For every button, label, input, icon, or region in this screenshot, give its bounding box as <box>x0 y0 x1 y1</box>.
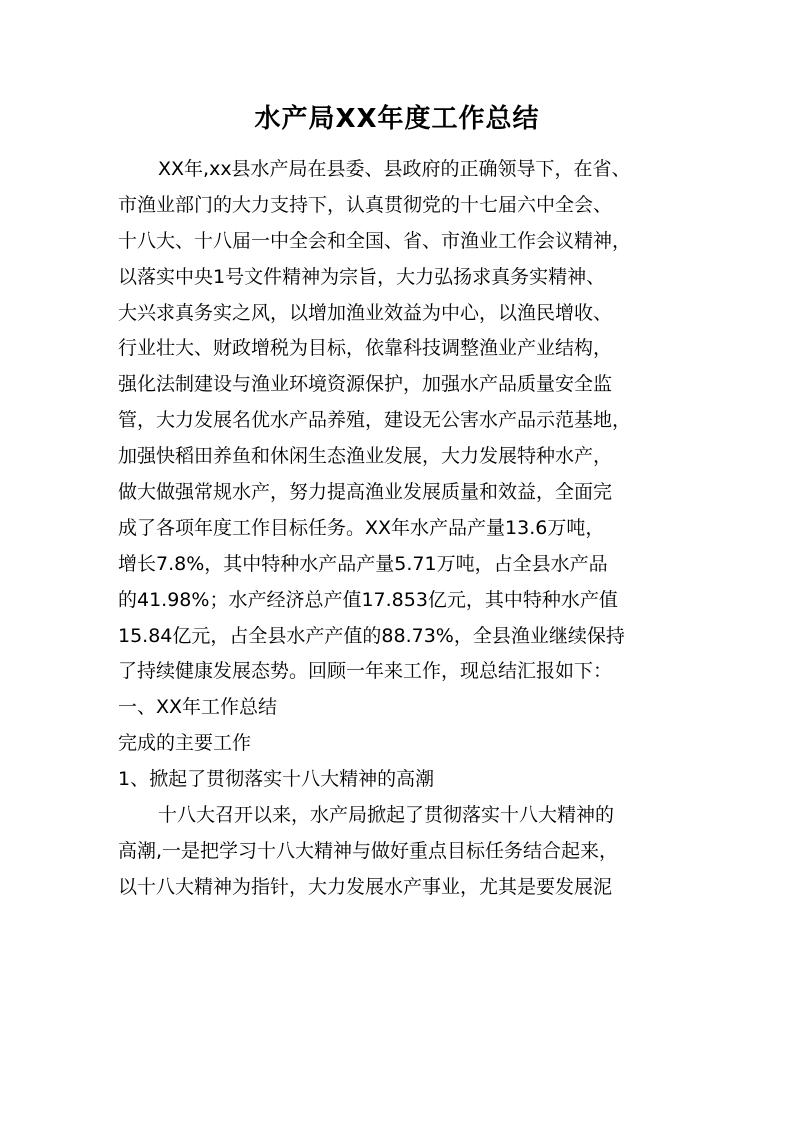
document-title: 水产局XX年度工作总结 <box>254 104 540 134</box>
paragraph-line: XX年,xx县水产局在县委、县政府的正确领导下，在省、 <box>158 158 631 180</box>
paragraph-line: 市渔业部门的大力支持下，认真贯彻党的十七届六中全会、 <box>118 193 613 216</box>
paragraph-line: 十八大、十八届一中全会和全国、省、市渔业工作会议精神， <box>118 229 632 252</box>
paragraph-line: 高潮,一是把学习十八大精神与做好重点目标任务结合起来， <box>118 839 619 862</box>
paragraph-line: 增长7.8%，其中特种水产品产量5.71万吨，占全县水产品 <box>118 552 608 575</box>
item-heading: 1、掀起了贯彻落实十八大精神的高潮 <box>118 768 435 791</box>
paragraph-line: 十八大召开以来，水产局掀起了贯彻落实十八大精神的 <box>158 804 615 827</box>
paragraph-line: 行业壮大、财政增税为目标，依靠科技调整渔业产业结构， <box>118 337 613 360</box>
paragraph-line: 15.84亿元，占全县水产产值的88.73%，全县渔业继续保持 <box>118 624 625 647</box>
paragraph-line: 强化法制建设与渔业环境资源保护，加强水产品质量安全监 <box>118 373 613 396</box>
paragraph-line: 管，大力发展名优水产品养殖，建设无公害水产品示范基地， <box>118 409 632 432</box>
document-body <box>118 152 688 906</box>
paragraph-line: 做大做强常规水产，努力提高渔业发展质量和效益，全面完 <box>118 481 613 504</box>
paragraph-line: 的41.98%；水产经济总产值17.853亿元，其中特种水产值 <box>118 588 618 611</box>
paragraph-line: 加强快稻田养鱼和休闲生态渔业发展，大力发展特种水产， <box>118 445 613 468</box>
paragraph-line: 以十八大精神为指针，大力发展水产事业，尤其是要发展泥 <box>118 875 613 898</box>
paragraph-line: 成了各项年度工作目标任务。XX年水产品产量13.6万吨， <box>118 516 605 539</box>
subsection-heading: 完成的主要工作 <box>118 732 252 755</box>
section-heading: 一、XX年工作总结 <box>118 696 278 719</box>
paragraph-line: 了持续健康发展态势。回顾一年来工作，现总结汇报如下： <box>118 660 613 683</box>
paragraph-line: 大兴求真务实之风，以增加渔业效益为中心，以渔民增收、 <box>118 301 613 324</box>
paragraph-line: 以落实中央1号文件精神为宗旨，大力弘扬求真务实精神、 <box>118 265 606 288</box>
